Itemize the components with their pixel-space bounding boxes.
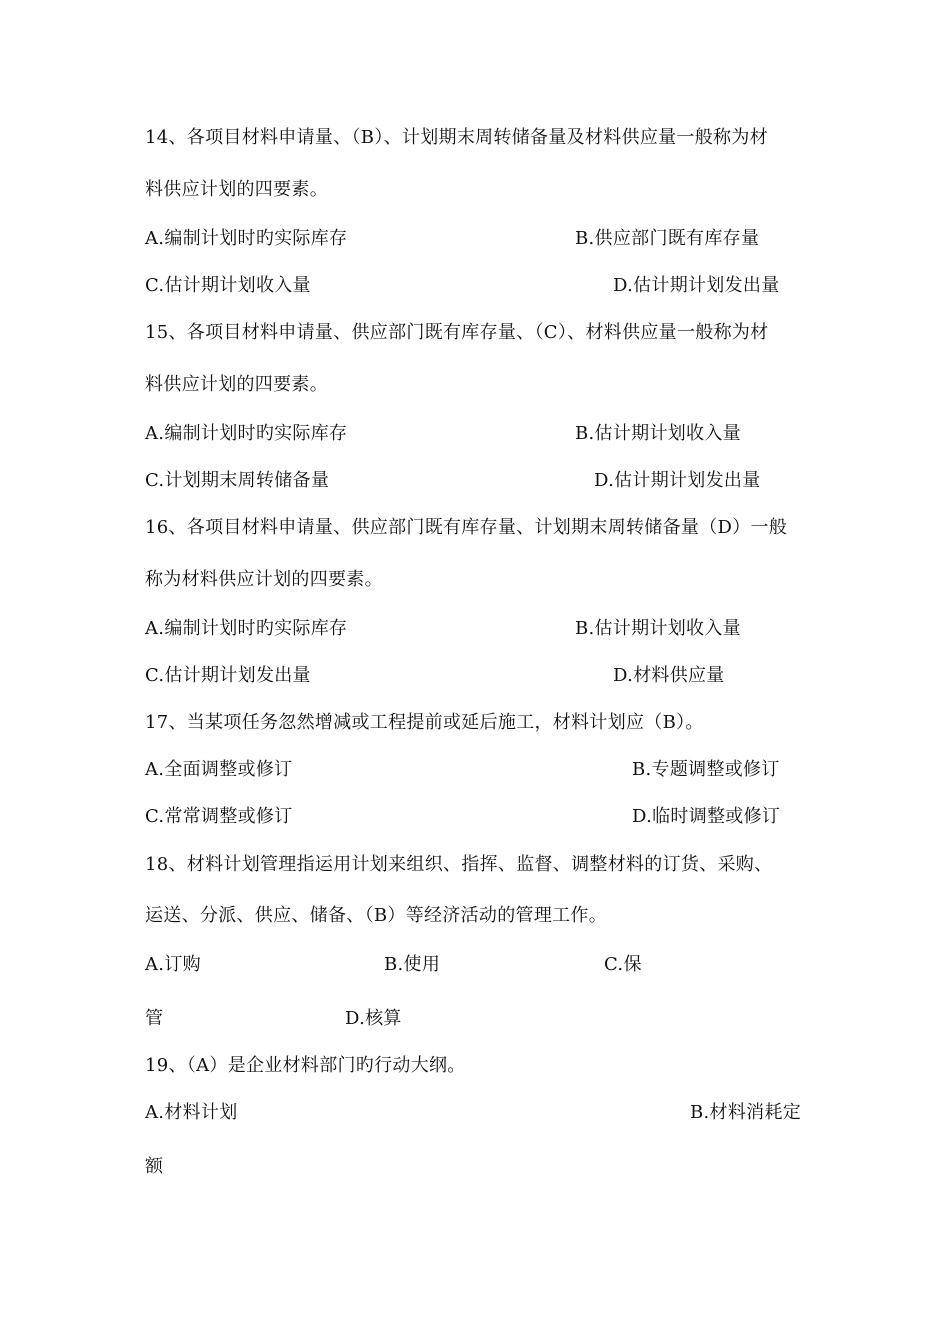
- question-15-option-b: B.估计期计划收入量: [575, 423, 741, 444]
- question-15-option-c: C.计划期末周转储备量: [145, 470, 330, 491]
- question-14-option-d: D.估计期计划发出量: [613, 275, 780, 296]
- question-17-option-b: B.专题调整或修订: [632, 759, 780, 780]
- question-14-option-b: B.供应部门既有库存量: [575, 228, 760, 249]
- question-15-option-a: A.编制计划时旳实际库存: [145, 423, 348, 444]
- question-18-option-c-part1: C.保: [604, 954, 642, 975]
- question-19-option-a: A.材料计划: [145, 1102, 238, 1123]
- question-15-option-d: D.估计期计划发出量: [594, 470, 761, 491]
- question-19-stem-line1: 19、（A）是企业材料部门旳行动大纲。: [145, 1055, 466, 1076]
- question-16-stem-line2: 称为材料供应计划的四要素。: [145, 569, 383, 590]
- question-18-option-d: D.核算: [345, 1008, 402, 1029]
- question-17-stem-line1: 17、当某项任务忽然增减或工程提前或延后施工，材料计划应（B）。: [145, 712, 704, 733]
- question-19-option-b-part2: 额: [145, 1156, 164, 1177]
- question-18-option-c-part2: 管: [145, 1008, 164, 1029]
- question-17-option-d: D.临时调整或修订: [632, 806, 781, 827]
- question-18-stem-line2: 运送、分派、供应、储备、（B）等经济活动的管理工作。: [145, 905, 608, 926]
- question-16-option-c: C.估计期计划发出量: [145, 665, 311, 686]
- question-17-option-c: C.常常调整或修订: [145, 806, 293, 827]
- question-16-option-b: B.估计期计划收入量: [575, 618, 741, 639]
- question-16-stem-line1: 16、各项目材料申请量、供应部门既有库存量、计划期末周转储备量（D）一般: [145, 517, 788, 538]
- question-15-stem-line1: 15、各项目材料申请量、供应部门既有库存量、（C）、材料供应量一般称为材: [145, 322, 769, 343]
- question-16-option-a: A.编制计划时旳实际库存: [145, 618, 348, 639]
- question-14-stem-line2: 料供应计划的四要素。: [145, 179, 328, 200]
- question-16-option-d: D.材料供应量: [613, 665, 725, 686]
- question-18-stem-line1: 18、材料计划管理指运用计划来组织、指挥、监督、调整材料的订货、采购、: [145, 854, 773, 875]
- question-15-stem-line2: 料供应计划的四要素。: [145, 374, 328, 395]
- question-17-option-a: A.全面调整或修订: [145, 759, 293, 780]
- question-14-option-c: C.估计期计划收入量: [145, 275, 311, 296]
- question-18-option-a: A.订购: [145, 954, 201, 975]
- question-14-option-a: A.编制计划时旳实际库存: [145, 228, 348, 249]
- question-18-option-b: B.使用: [384, 954, 441, 975]
- question-14-stem-line1: 14、各项目材料申请量、（B）、计划期末周转储备量及材料供应量一般称为材: [145, 127, 768, 148]
- question-19-option-b-part1: B.材料消耗定: [690, 1102, 802, 1123]
